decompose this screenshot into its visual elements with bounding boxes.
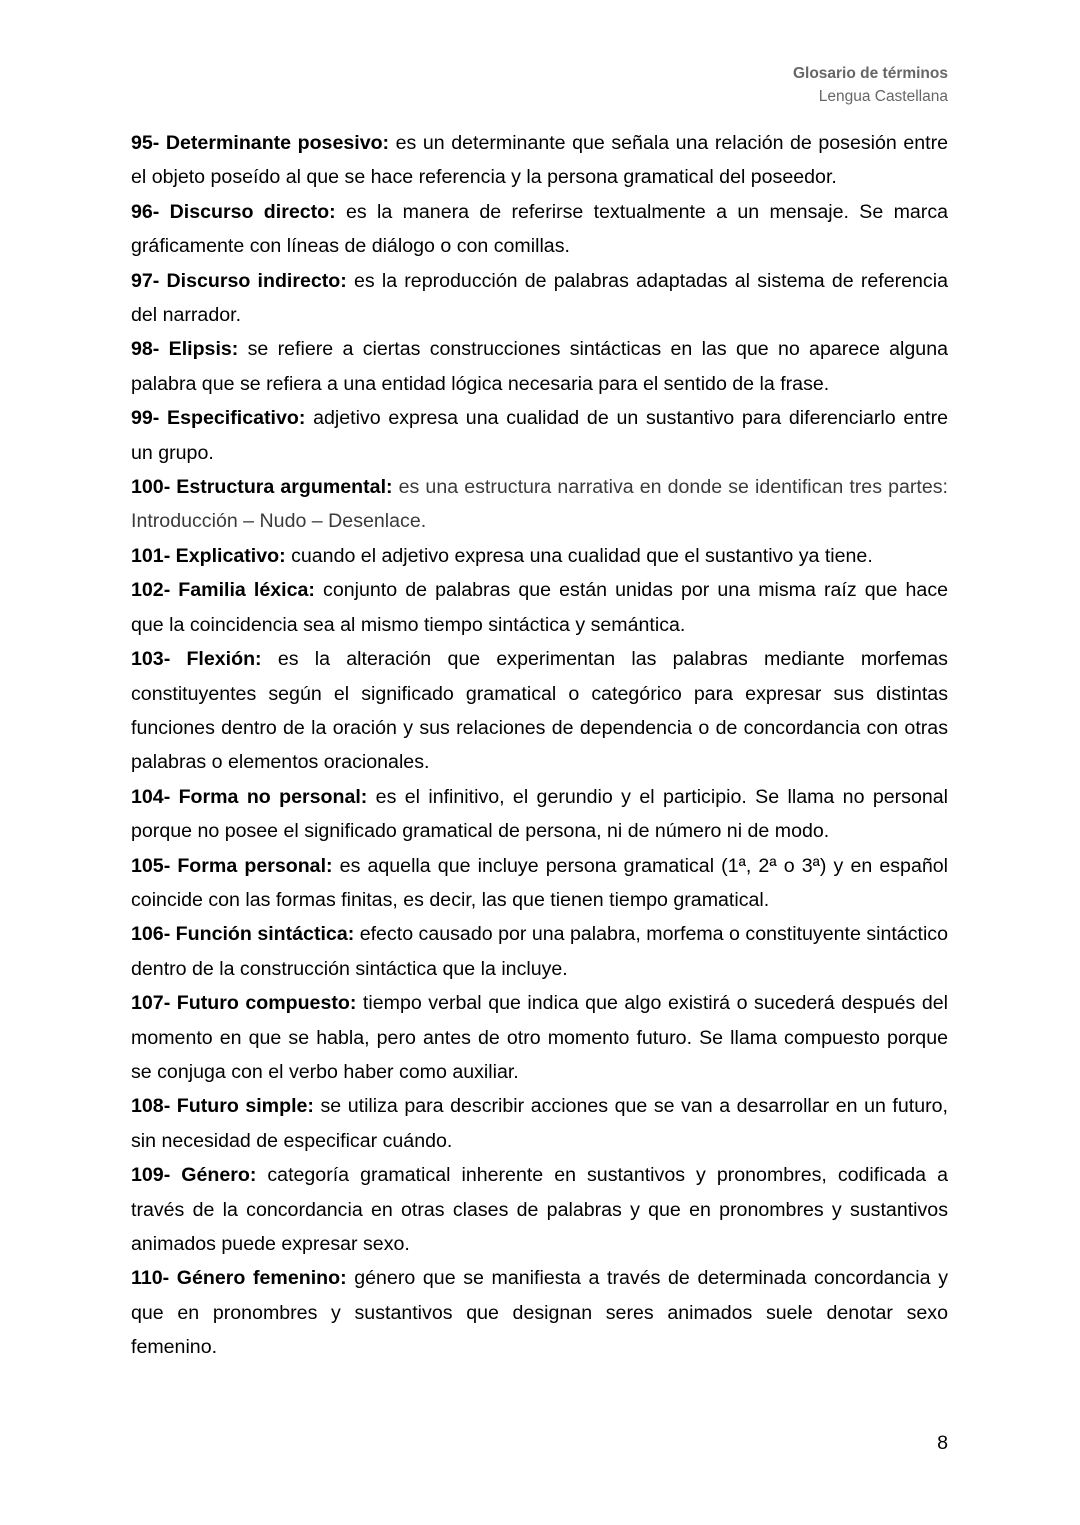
glossary-entry (131, 126, 948, 195)
entry-term: 106- Función sintáctica: (131, 923, 355, 946)
entry-definition: es un determinante que señala una relación de posesión entre el objeto poseído al que se hace referencia y la persona gramatical del poseedor. (131, 132, 949, 189)
glossary-entry (131, 264, 948, 333)
glossary-entry (131, 539, 948, 573)
entry-term: 96- Discurso directo: (131, 200, 336, 223)
entry-definition: cuando el adjetivo expresa una cualidad que el sustantivo ya tiene. (285, 544, 873, 567)
entry-definition: se utiliza para describir acciones que se van a desarrollar en un futuro, sin necesidad de especificar cuándo. (131, 1095, 948, 1152)
entry-definition: es el infinitivo, el gerundio y el participio. Se llama no personal porque no posee el significado gramatical de persona, ni de número ni de modo. (131, 785, 948, 843)
entry-definition: se refiere a ciertas construcciones sintácticas en las que no aparece alguna palabra que se refiera a una entidad lógica necesaria para el sentido de la frase. (131, 338, 948, 395)
entry-term: 95- Determinante posesivo: (131, 132, 390, 154)
entry-term: 99- Especificativo: (131, 407, 306, 430)
entry-term: 105- Forma personal: (131, 854, 333, 877)
page-number: 8 (937, 1432, 948, 1454)
entry-term: 101- Explicativo: (131, 544, 286, 567)
glossary-entry (131, 401, 948, 470)
entry-term: 98- Elipsis: (131, 338, 239, 361)
entry-definition: es la reproducción de palabras adaptadas al sistema de referencia del narrador. (131, 269, 948, 327)
glossary-entry (131, 986, 948, 1089)
glossary-entry (131, 1261, 948, 1364)
header-title: Glosario de términos (792, 65, 948, 82)
entry-term: 109- Género: (131, 1164, 257, 1187)
glossary-entry (131, 573, 948, 642)
entry-term: 104- Forma no personal: (131, 785, 368, 808)
entry-term: 110- Género femenino: (131, 1267, 347, 1290)
glossary-content (131, 126, 948, 1365)
entry-definition: adjetivo expresa una cualidad de un sustantivo para diferenciarlo entre un grupo. (131, 407, 949, 464)
entry-term: 100- Estructura argumental: (131, 476, 393, 499)
entry-definition: categoría gramatical inherente en sustantivos y pronombres, codificada a través de la concordancia en otras clases de palabras y que en pronombres y sustantivos animados puede expresar sexo. (131, 1164, 948, 1255)
glossary-entry (131, 1089, 948, 1158)
entry-definition: es aquella que incluye persona gramatical (1ª, 2ª o 3ª) y en español coincide con las formas finitas, es decir, las que tienen tiempo gramatical. (131, 854, 948, 911)
glossary-entry (131, 332, 948, 401)
entry-term: 103- Flexión: (131, 648, 262, 671)
entry-term: 107- Futuro compuesto: (131, 992, 357, 1015)
entry-term: 108- Futuro simple: (131, 1095, 314, 1118)
entry-term: 97- Discurso indirecto: (131, 269, 347, 292)
entry-definition: género que se manifiesta a través de determinada concordancia y que en pronombres y sustantivos que designan seres animados suele denotar sexo femenino. (131, 1267, 948, 1359)
glossary-entry (131, 849, 948, 918)
glossary-entry (131, 642, 948, 780)
glossary-entry (131, 1158, 948, 1261)
glossary-entry (131, 917, 948, 986)
header-subtitle: Lengua Castellana (818, 88, 948, 105)
entry-definition: efecto causado por una palabra, morfema o constituyente sintáctico dentro de la construcción sintáctica que la incluye. (131, 923, 948, 980)
entry-definition: es la manera de referirse textualmente a un mensaje. Se marca gráficamente con líneas de diálogo o con comillas. (131, 200, 949, 258)
entry-definition: es una estructura narrativa en donde se identifican tres partes: Introducción – Nudo – Desenlace. (131, 476, 948, 533)
glossary-entry (131, 470, 948, 539)
entry-definition: es la alteración que experimentan las palabras mediante morfemas constituyentes según el significado gramatical o categórico para expresar sus distintas funciones dentro de la oración y sus relaciones de dependencia o de concordancia con otras palabras o elementos oracionales. (131, 648, 948, 774)
entry-definition: tiempo verbal que indica que algo existirá o sucederá después del momento en que se habla, pero antes de otro momento futuro. Se llama compuesto porque se conjuga con el verbo haber como auxiliar. (131, 992, 948, 1083)
glossary-entry (131, 195, 948, 264)
glossary-entry (131, 780, 948, 849)
entry-term: 102- Familia léxica: (131, 579, 315, 602)
page-header (793, 62, 948, 108)
entry-definition: conjunto de palabras que están unidas por una misma raíz que hace que la coincidencia sea al mismo tiempo sintáctica y semántica. (131, 579, 949, 636)
